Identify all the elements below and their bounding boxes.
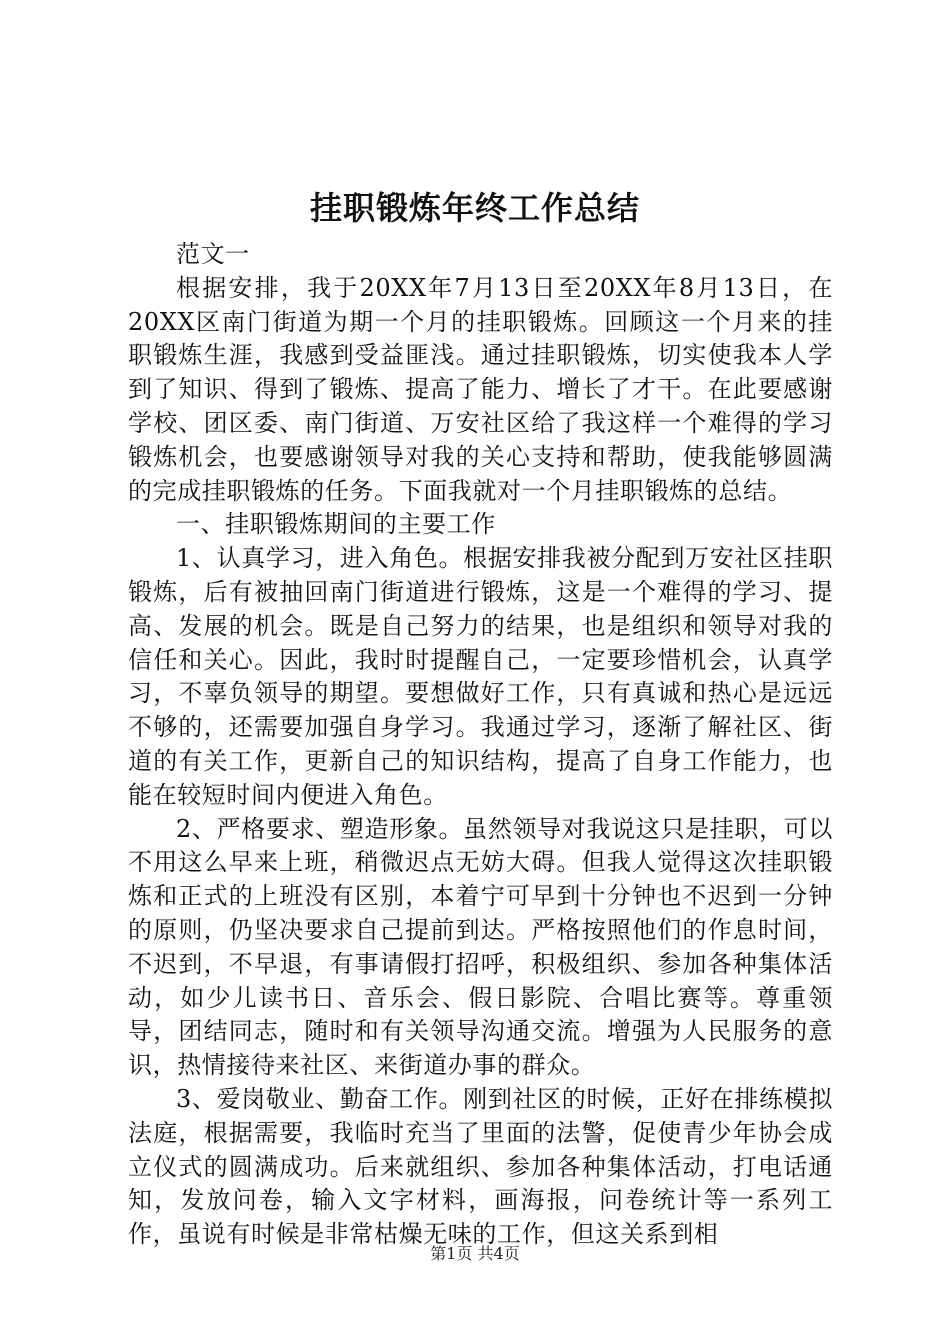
paragraph-sample-label: 范文一: [176, 240, 250, 268]
page-number-footer: 第1页 共4页: [430, 1244, 520, 1263]
section-heading: 一、挂职锻炼期间的主要工作: [176, 510, 496, 539]
document-body: [128, 238, 833, 1252]
paragraph-intro: 根据安排，我于20XX年7月13日至20XX年8月13日，在20XX区南门街道为期一个月的挂职锻炼。回顾这一个月来的挂职锻炼生涯，我感到受益匪浅。通过挂职锻炼，切实使我本人学到了知识、得到了锻炼、提高了能力、增长了才干。在此要感谢学校、团区委、南门街道、万安社区给了我这样一个难得的学习锻炼机会，也要感谢领导对我的关心支持和帮助，使我能够圆满的完成挂职锻炼的任务。下面我就对一个月挂职锻炼的总结。: [128, 273, 833, 505]
paragraph-item-1: 1、认真学习，进入角色。根据安排我被分配到万安社区挂职锻炼，后有被抽回南门街道进行锻炼，这是一个难得的学习、提高、发展的机会。既是自己努力的结果，也是组织和领导对我的信任和关心。因此，我时时提醒自己，一定要珍惜机会，认真学习，不辜负领导的期望。要想做好工作，只有真诚和热心是远远不够的，还需要加强自身学习。我通过学习，逐渐了解社区、街道的有关工作，更新自己的知识结构，提高了自身工作能力，也能在较短时间内便进入角色。: [128, 544, 833, 809]
paragraph-item-3: 3、爱岗敬业、勤奋工作。刚到社区的时候，正好在排练模拟法庭，根据需要，我临时充当了里面的法警，促使青少年协会成立仪式的圆满成功。后来就组织、参加各种集体活动，打电话通知，发放问卷，输入文字材料，画海报，问卷统计等一系列工作，虽说有时候是非常枯燥无味的工作，但这关系到相: [128, 1084, 833, 1249]
paragraph-item-2: 2、严格要求、塑造形象。虽然领导对我说这只是挂职，可以不用这么早来上班，稍微迟点无妨大碍。但我人觉得这次挂职锻炼和正式的上班没有区别，本着宁可早到十分钟也不迟到一分钟的原则，仍坚决要求自己提前到达。严格按照他们的作息时间，不迟到，不早退，有事请假打招呼，积极组织、参加各种集体活动，如少儿读书日、音乐会、假日影院、合唱比赛等。尊重领导，团结同志，随时和有关领导沟通交流。增强为人民服务的意识，热情接待来社区、来街道办事的群众。: [128, 814, 833, 1080]
document-title: 挂职锻炼年终工作总结: [309, 189, 640, 227]
